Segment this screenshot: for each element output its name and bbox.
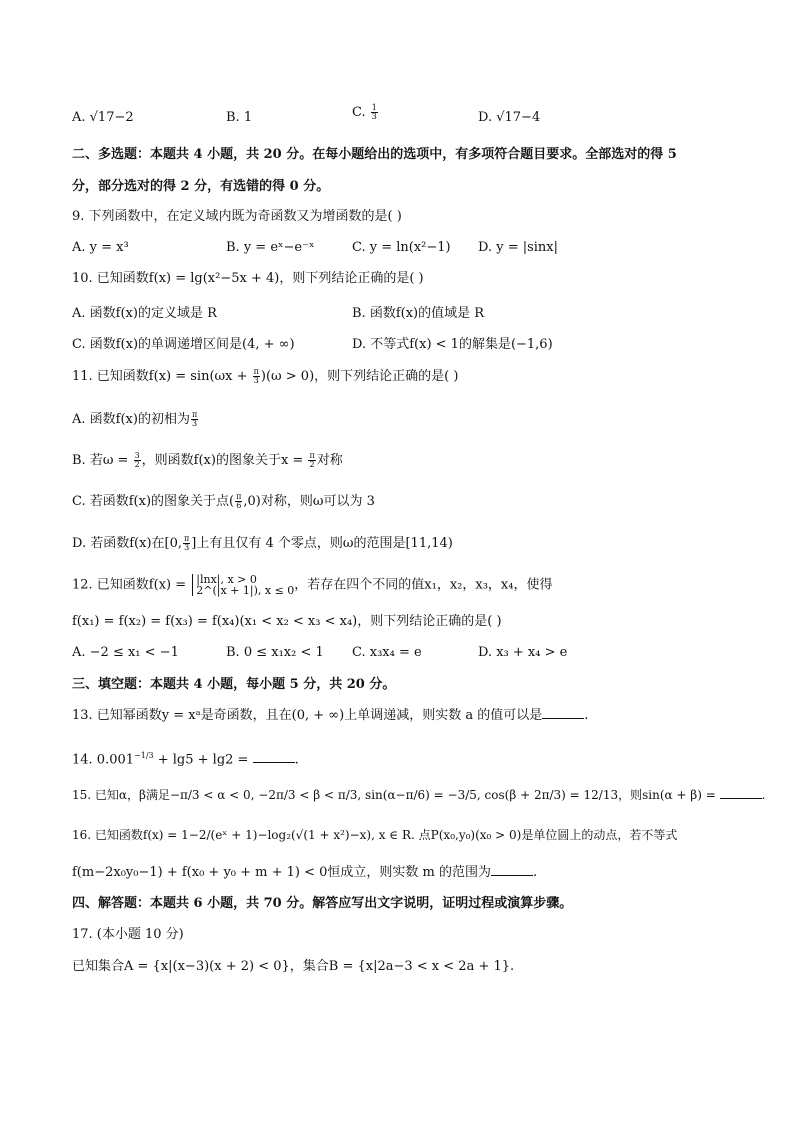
piecewise-function: |lnx|, x > 0 2^(|x + 1|), x ≤ 0 <box>192 574 294 596</box>
q12-option-c[interactable]: C. x₃x₄ = e <box>352 645 422 660</box>
q12-stem-line2: f(x₁) = f(x₂) = f(x₃) = f(x₄)(x₁ < x₂ < x₃ < x₄)，则下列结论正确的是( ) <box>72 614 502 629</box>
q8-option-b[interactable]: B. 1 <box>226 110 253 125</box>
q15: 15. 已知α，β满足−π/3 < α < 0, −2π/3 < β < π/3, sin(α−π/6) = −3/5, cos(β + 2π/3) = 12/13，则sin(α + β) = . <box>72 788 766 802</box>
q10-option-b[interactable]: B. 函数f(x)的值域是 R <box>352 306 485 321</box>
q8-option-d[interactable]: D. √17−4 <box>478 110 541 125</box>
q11-option-b[interactable]: B. 若ω = $\frac{3}{2}$ ，则函数f(x)的图象关于x = $\frac{\pi}{2}$ 对称 <box>72 451 343 469</box>
q10-option-c[interactable]: C. 函数f(x)的单调递增区间是(4, + ∞) <box>72 337 295 352</box>
q9-option-d[interactable]: D. y = |sinx| <box>478 240 559 255</box>
q10-stem: 10. 已知函数f(x) = lg(x²−5x + 4)，则下列结论正确的是( ) <box>72 271 424 286</box>
q12-stem: 12. 已知函数f(x) = |lnx|, x > 0 2^(|x + 1|), x ≤ 0 ，若存在四个不同的值x₁，x₂，x₃，x₄，使得 <box>72 573 553 597</box>
q17-heading: 17. (本小题 10 分) <box>72 927 184 942</box>
q8-option-a[interactable]: A. √17−2 <box>72 110 134 125</box>
section-2-title: 二、多选题：本题共 4 小题，共 20 分。在每小题给出的选项中，有多项符合题目要求。全部选对的得 5 <box>72 147 677 162</box>
q10-option-a[interactable]: A. 函数f(x)的定义域是 R <box>72 306 217 321</box>
q11-option-c[interactable]: C. 若函数f(x)的图象关于点( $\frac{\pi}{6}$ ,0)对称，则ω可以为 3 <box>72 492 375 510</box>
answer-blank[interactable] <box>491 865 533 876</box>
q11-option-a[interactable]: A. 函数f(x)的初相为 $\frac{\pi}{3}$ <box>72 410 198 428</box>
q13: 13. 已知幂函数y = xᵃ是奇函数，且在(0, + ∞)上单调递减，则实数 a 的值可以是 . <box>72 708 589 723</box>
q10-option-d[interactable]: D. 不等式f(x) < 1的解集是(−1,6) <box>352 337 553 352</box>
q12-option-b[interactable]: B. 0 ≤ x₁x₂ < 1 <box>226 645 324 660</box>
q9-option-a[interactable]: A. y = x³ <box>72 240 129 255</box>
answer-blank[interactable] <box>253 752 295 763</box>
q9-option-c[interactable]: C. y = ln(x²−1) <box>352 240 451 255</box>
q16-line2: f(m−2x₀y₀−1) + f(x₀ + y₀ + m + 1) < 0恒成立，则实数 m 的范围为 . <box>72 865 538 880</box>
q9-option-b[interactable]: B. y = eˣ−e⁻ˣ <box>226 240 315 255</box>
q11-stem: 11. 已知函数f(x) = sin(ωx + $\frac{\pi}{3}$ )(ω > 0)，则下列结论正确的是( ) <box>72 367 459 385</box>
q16-line1: 16. 已知函数f(x) = 1−2/(eˣ + 1)−log₂(√(1 + x²)−x), x ∈ R. 点P(x₀,y₀)(x₀ > 0)是单位圆上的动点，若不等式 <box>72 828 678 842</box>
section-2-title-cont: 分，部分选对的得 2 分，有选错的得 0 分。 <box>72 179 330 194</box>
q14: 14. $0.001^{-1/3} + \lg 5 + \lg 2$ = . <box>72 751 299 768</box>
q12-option-a[interactable]: A. −2 ≤ x₁ < −1 <box>72 645 179 660</box>
q11-option-d[interactable]: D. 若函数f(x)在[0, $\frac{\pi}{3}$ ]上有且仅有 4 个零点，则ω的范围是[11,14) <box>72 534 453 552</box>
q9-stem: 9. 下列函数中，在定义域内既为奇函数又为增函数的是( ) <box>72 209 402 224</box>
section-4-title: 四、解答题：本题共 6 小题，共 70 分。解答应写出文字说明，证明过程或演算步骤。 <box>72 896 573 911</box>
fraction: $\frac{1}{3}$ <box>371 103 377 121</box>
q17-text: 已知集合A = {x|(x−3)(x + 2) < 0}，集合B = {x|2a−3 < x < 2a + 1}. <box>72 959 515 974</box>
q12-option-d[interactable]: D. x₃ + x₄ > e <box>478 645 568 660</box>
section-3-title: 三、填空题：本题共 4 小题，每小题 5 分，共 20 分。 <box>72 677 396 692</box>
answer-blank[interactable] <box>542 708 584 719</box>
q8-option-c[interactable]: C. $\frac{1}{3}$ <box>352 103 377 121</box>
answer-blank[interactable] <box>720 788 762 799</box>
